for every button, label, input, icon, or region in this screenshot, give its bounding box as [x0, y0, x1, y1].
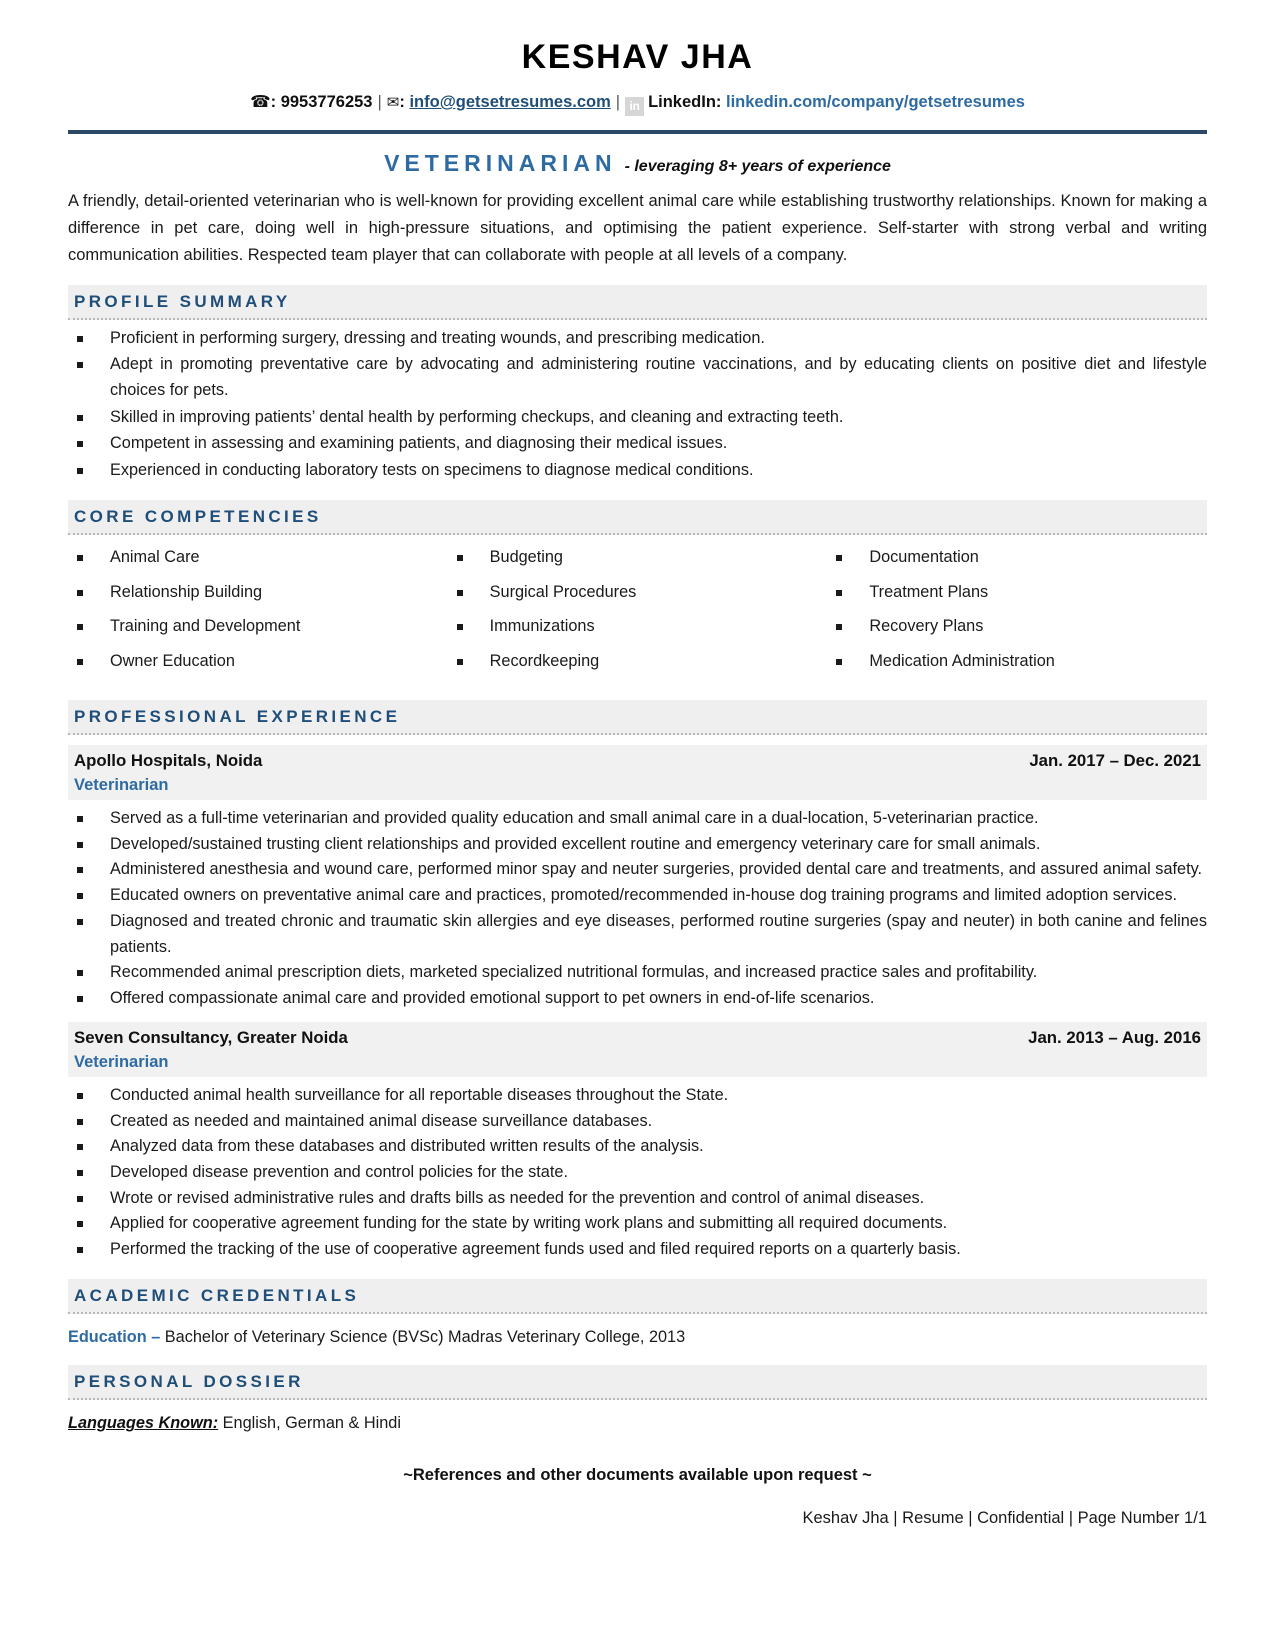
list-item: Training and Development: [68, 614, 448, 649]
list-item: Educated owners on preventative animal care and practices, promoted/recommended in-house dog training programs and limited adoption services.: [68, 883, 1207, 909]
list-item: Budgeting: [448, 545, 828, 580]
header-divider: [68, 130, 1207, 134]
linkedin-label: LinkedIn:: [648, 93, 722, 112]
education-label: Education –: [68, 1327, 161, 1346]
list-item: Analyzed data from these databases and distributed written results of the analysis.: [68, 1134, 1207, 1160]
profile-summary-list: [68, 326, 1207, 484]
email-prefix: :: [399, 93, 405, 112]
section-header-profile-summary: [68, 285, 1207, 320]
list-item: Recovery Plans: [827, 614, 1207, 649]
section-header-personal-dossier: [68, 1365, 1207, 1400]
section-header-academic-credentials: [68, 1279, 1207, 1314]
section-title: PERSONAL DOSSIER: [74, 1372, 304, 1392]
list-item: Adept in promoting preventative care by advocating and administering routine vaccinations, and by educating clients on positive diet and lifestyle choices for pets.: [68, 352, 1207, 403]
job-head: [74, 1028, 1201, 1048]
languages-row: [68, 1411, 1207, 1435]
phone-icon: ☎: [250, 92, 271, 112]
list-item: Documentation: [827, 545, 1207, 580]
candidate-name: KESHAV JHA: [521, 38, 754, 76]
list-item: Served as a full-time veterinarian and provided quality education and small animal care in a dual-location, 5-veterinarian practice.: [68, 806, 1207, 832]
section-title: CORE COMPETENCIES: [74, 506, 322, 526]
profile-intro-paragraph: A friendly, detail-oriented veterinarian who is well-known for providing excellent animal care while establishing trustworthy relationships. Known for making a difference in pet care, doing well in high-pressure situations, and optimising the patient experience. Self-starter with strong verbal and writing communication abilities. Respected team player that can collaborate with people at all levels of a company.: [68, 192, 1207, 264]
title-row: [68, 151, 1207, 176]
list-item: Developed disease prevention and control policies for the state.: [68, 1160, 1207, 1186]
section-header-professional-experience: [68, 700, 1207, 735]
list-item: Owner Education: [68, 649, 448, 684]
references-note: ~References and other documents available upon request ~: [403, 1465, 872, 1484]
list-item: Applied for cooperative agreement funding for the state by writing work plans and submitting all required documents.: [68, 1211, 1207, 1237]
list-item: Relationship Building: [68, 580, 448, 615]
job-role: Veterinarian: [74, 775, 169, 794]
contact-separator-2: |: [615, 93, 621, 112]
list-item: Competent in assessing and examining patients, and diagnosing their medical issues.: [68, 431, 1207, 457]
contact-separator-1: |: [377, 93, 382, 112]
linkedin-url[interactable]: linkedin.com/company/getsetresumes: [726, 93, 1025, 112]
list-item: Animal Care: [68, 545, 448, 580]
list-item: Treatment Plans: [827, 580, 1207, 615]
list-item: Wrote or revised administrative rules and drafts bills as needed for the prevention and control of animal diseases.: [68, 1186, 1207, 1212]
section-title: PROFILE SUMMARY: [74, 291, 291, 311]
page-footer: Keshav Jha | Resume | Confidential | Page Number 1/1: [802, 1509, 1207, 1527]
envelope-icon: ✉: [386, 93, 400, 112]
job-company: Seven Consultancy, Greater Noida: [74, 1027, 348, 1047]
page-title: VETERINARIAN: [384, 150, 617, 177]
list-item: Experienced in conducting laboratory tests on specimens to diagnose medical conditions.: [68, 458, 1207, 484]
linkedin-icon: in: [625, 97, 644, 116]
section-header-core-competencies: [68, 500, 1207, 535]
core-competencies-grid: [68, 545, 1207, 684]
phone-number: : 9953776253: [270, 93, 373, 112]
list-item: Medication Administration: [827, 649, 1207, 684]
education-value: Bachelor of Veterinary Science (BVSc) Madras Veterinary College, 2013: [160, 1327, 686, 1346]
list-item: Offered compassionate animal care and provided emotional support to pet owners in end-of-life scenarios.: [68, 986, 1207, 1012]
list-item: Performed the tracking of the use of cooperative agreement funds used and filed required reports on a quarterly basis.: [68, 1237, 1207, 1263]
experience-bullets-job-1: [68, 806, 1207, 1012]
email-link[interactable]: info@getsetresumes.com: [409, 93, 611, 112]
list-item: Diagnosed and treated chronic and traumatic skin allergies and eye diseases, performed routine surgeries (spay and neuter) in both canine and felines patients.: [68, 909, 1207, 960]
languages-value: English, German & Hindi: [218, 1414, 401, 1433]
experience-bullets-job-2: [68, 1083, 1207, 1263]
list-item: Created as needed and maintained animal disease surveillance databases.: [68, 1109, 1207, 1135]
experience-entry-header: [68, 745, 1207, 800]
list-item: Conducted animal health surveillance for all reportable diseases throughout the State.: [68, 1083, 1207, 1109]
list-item: Surgical Procedures: [448, 580, 828, 615]
job-dates: Jan. 2013 – Aug. 2016: [1028, 1027, 1201, 1047]
section-title: ACADEMIC CREDENTIALS: [74, 1285, 360, 1305]
list-item: Developed/sustained trusting client relationships and provided excellent routine and emergency veterinary care for small animals.: [68, 832, 1207, 858]
list-item: Proficient in performing surgery, dressing and treating wounds, and prescribing medication.: [68, 326, 1207, 352]
education-row: [68, 1325, 1207, 1349]
list-item: Immunizations: [448, 614, 828, 649]
title-tagline: - leveraging 8+ years of experience: [624, 158, 891, 176]
list-item: Recommended animal prescription diets, marketed specialized nutritional formulas, and increased practice sales and profitability.: [68, 960, 1207, 986]
job-dates: Jan. 2017 – Dec. 2021: [1029, 750, 1201, 770]
job-role: Veterinarian: [74, 1052, 169, 1071]
list-item: Administered anesthesia and wound care, performed minor spay and neuter surgeries, provided dental care and treatments, and assured animal safety.: [68, 857, 1207, 883]
job-company: Apollo Hospitals, Noida: [74, 750, 263, 770]
job-head: [74, 751, 1201, 771]
languages-label: Languages Known:: [68, 1414, 219, 1433]
contact-line: [68, 91, 1207, 116]
experience-entry-header: [68, 1022, 1207, 1077]
list-item: Skilled in improving patients’ dental health by performing checkups, and cleaning and extracting teeth.: [68, 405, 1207, 431]
section-title: PROFESSIONAL EXPERIENCE: [74, 706, 401, 726]
list-item: Recordkeeping: [448, 649, 828, 684]
